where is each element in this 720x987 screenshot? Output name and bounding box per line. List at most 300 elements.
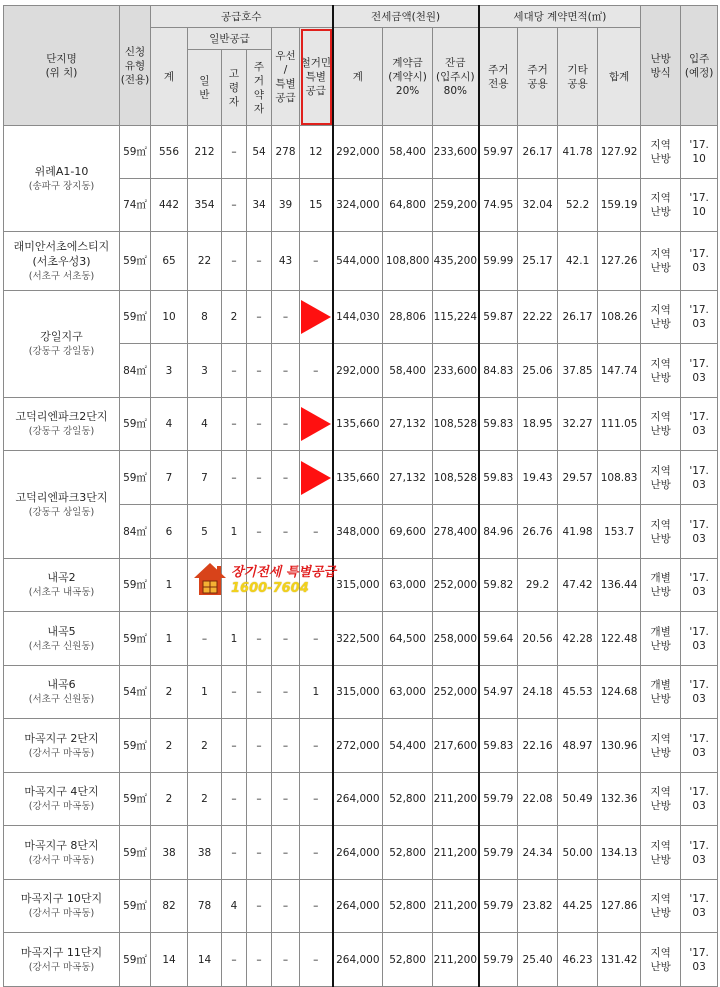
table-body [4,126,718,987]
priority-special-cell: – [272,505,300,559]
supply-total-cell: 65 [151,232,188,291]
move-in-cell-line: 03 [692,318,706,330]
priority-special-cell: 278 [272,126,300,179]
header-heating: 난방 방식 [641,6,681,126]
area-common-cell: 25.40 [518,933,558,987]
complex-location: (서초구 서초동) [28,270,95,282]
price-total-cell: 315,000 [333,666,383,719]
deposit-cell: 52,800 [383,880,433,933]
general-cell: 3 [188,344,222,398]
housing-poor-cell: – [247,719,272,773]
area-sum-cell: 108.26 [598,291,641,344]
priority-special-cell: – [272,612,300,666]
area-sum-cell: 108.83 [598,451,641,505]
move-in-cell-line: 03 [692,478,706,491]
table-row [4,398,718,451]
demolition-special-cell: – [300,505,333,559]
header-area-private: 주거 전용 [479,28,518,126]
heating-cell-line: 난방 [650,693,671,705]
housing-poor-cell: 54 [247,126,272,179]
price-total-cell: 544,000 [333,232,383,291]
table-row [4,666,718,719]
move-in-cell-line: 03 [692,693,706,705]
complex-name [4,826,120,880]
area-private-cell: 59.99 [479,232,518,291]
supply-total-cell: 442 [151,179,188,232]
move-in-cell-line: 03 [692,371,706,384]
move-in-cell-line: '17. [689,139,709,151]
demolition-special-cell: 1 [300,666,333,719]
area-other-cell: 37.85 [558,344,598,398]
complex-title: 내곡5 [47,624,76,638]
complex-name [4,773,120,826]
supply-total-cell: 1 [151,559,188,612]
area-sum-cell: 159.19 [598,179,641,232]
area-sum-cell: 127.86 [598,880,641,933]
header-balance: 잔금 (입주시) 80% [433,28,479,126]
heating-cell-line: 지역 [650,732,671,745]
heating-cell-line: 지역 [650,192,671,204]
move-in-cell [681,880,718,933]
heating-cell [641,826,681,880]
heating-cell [641,344,681,398]
area-private-cell: 84.96 [479,505,518,559]
complex-name [4,398,120,451]
complex-title: 내곡6 [47,678,76,691]
move-in-cell-line: '17. [689,304,709,316]
area-private-cell: 54.97 [479,666,518,719]
move-in-cell [681,398,718,451]
balance-cell: 259,200 [433,179,479,232]
housing-poor-cell: – [247,773,272,826]
heating-cell [641,719,681,773]
complex-location: (송파구 장지동) [28,180,95,192]
area-sum-cell: 136.44 [598,559,641,612]
table-row [4,232,718,291]
deposit-cell: 52,800 [383,933,433,987]
area-other-cell: 41.78 [558,126,598,179]
heating-cell-line: 난방 [650,960,671,973]
housing-poor-cell: 34 [247,179,272,232]
apply-type-cell: 59㎡ [120,559,151,612]
table-row [4,451,718,505]
price-total-cell: 322,500 [333,612,383,666]
move-in-cell [681,612,718,666]
table-row [4,612,718,666]
move-in-cell [681,773,718,826]
complex-name [4,933,120,987]
area-common-cell: 18.95 [518,398,558,451]
apply-type-cell: 59㎡ [120,398,151,451]
heating-cell-line: 난방 [650,907,671,919]
move-in-cell-line: 03 [692,853,706,866]
move-in-cell [681,232,718,291]
housing-poor-cell: – [247,666,272,719]
complex-name [4,126,120,232]
move-in-cell-line: 03 [692,960,706,973]
heating-cell-line: 지역 [650,304,671,316]
demolition-special-cell: 12 [300,126,333,179]
area-private-cell: 59.87 [479,291,518,344]
header-price-group: 전세금액(천원) [333,6,479,28]
area-common-cell: 25.06 [518,344,558,398]
housing-poor-cell: – [247,933,272,987]
heating-cell-line: 난방 [650,318,671,330]
housing-poor-cell: – [247,505,272,559]
move-in-cell [681,933,718,987]
apply-type-cell: 54㎡ [120,666,151,719]
elderly-cell: – [222,451,247,505]
supply-total-cell: 82 [151,880,188,933]
move-in-cell-line: 03 [692,746,706,759]
elderly-cell: – [222,719,247,773]
price-total-cell: 324,000 [333,179,383,232]
move-in-cell-line: 10 [692,153,706,165]
apply-type-cell: 59㎡ [120,612,151,666]
heating-cell [641,451,681,505]
elderly-cell: – [222,179,247,232]
table-row [4,773,718,826]
supply-total-cell: 7 [151,451,188,505]
price-total-cell: 135,660 [333,398,383,451]
table-row [4,126,718,179]
header-complex: 단지명 (위 치) [4,6,120,126]
deposit-cell: 64,500 [383,612,433,666]
priority-special-cell: – [272,666,300,719]
header-apply-type: 신청 유형 (전용) [120,6,151,126]
elderly-cell: 1 [222,505,247,559]
complex-title: 마곡지구 10단지 [20,892,103,905]
apply-type-cell: 59㎡ [120,719,151,773]
priority-special-cell: – [272,933,300,987]
area-private-cell: 59.64 [479,612,518,666]
notice-title: 장기전세 특별공급 [231,565,336,580]
housing-poor-cell: – [247,612,272,666]
complex-location: (강서구 마곡동) [28,801,95,812]
balance-cell: 278,400 [433,505,479,559]
complex-title: 마곡지구 11단지 [20,945,103,959]
notice-phone: 1600-7604 [231,581,309,596]
area-common-cell: 29.2 [518,559,558,612]
complex-name [4,612,120,666]
supply-total-cell: 1 [151,612,188,666]
header-area-common: 주거 공용 [518,28,558,126]
move-in-cell-line: 03 [692,800,706,812]
area-sum-cell: 127.92 [598,126,641,179]
heating-cell-line: 지역 [650,839,671,852]
elderly-cell: – [222,126,247,179]
heating-cell [641,666,681,719]
price-total-cell: 264,000 [333,826,383,880]
general-cell: 4 [188,398,222,451]
area-common-cell: 22.08 [518,773,558,826]
elderly-cell: 4 [222,880,247,933]
area-other-cell: 48.97 [558,719,598,773]
area-private-cell: 59.83 [479,398,518,451]
balance-cell: 211,200 [433,933,479,987]
header-area-sum: 합계 [598,28,641,126]
price-total-cell: 292,000 [333,126,383,179]
move-in-cell-line: 03 [692,262,706,274]
red-triangle-marker-icon [301,407,331,441]
area-common-cell: 24.34 [518,826,558,880]
deposit-cell: 27,132 [383,451,433,505]
complex-name [4,291,120,398]
housing-poor-cell: – [247,880,272,933]
area-common-cell: 20.56 [518,612,558,666]
heating-cell-line: 지역 [650,357,671,370]
demolition-special-cell: – [300,719,333,773]
move-in-cell [681,126,718,179]
supply-total-cell: 38 [151,826,188,880]
area-private-cell: 59.97 [479,126,518,179]
deposit-cell: 58,400 [383,126,433,179]
red-triangle-marker-icon [301,461,331,495]
price-total-cell: 135,660 [333,451,383,505]
deposit-cell: 69,600 [383,505,433,559]
elderly-cell: – [222,398,247,451]
apply-type-cell: 59㎡ [120,291,151,344]
header-price-total: 계 [333,28,383,126]
demolition-special-cell: – [300,880,333,933]
area-private-cell: 59.79 [479,933,518,987]
housing-poor-cell: – [247,232,272,291]
general-cell: 2 [188,719,222,773]
move-in-cell-line: '17. [689,732,709,745]
supply-total-cell: 2 [151,666,188,719]
heating-cell-line: 난방 [650,800,671,812]
move-in-cell [681,666,718,719]
price-total-cell: 348,000 [333,505,383,559]
demolition-special-cell: – [300,232,333,291]
area-private-cell: 59.82 [479,559,518,612]
complex-location: (강동구 상일동) [28,506,95,518]
heating-cell-line: 난방 [650,371,671,384]
price-total-cell: 264,000 [333,933,383,987]
area-sum-cell: 124.68 [598,666,641,719]
heating-cell-line: 난방 [650,153,671,165]
general-cell: 354 [188,179,222,232]
complex-location: (강서구 마곡동) [28,961,95,973]
heating-cell [641,232,681,291]
heating-cell [641,612,681,666]
area-other-cell: 46.23 [558,933,598,987]
heating-cell-line: 지역 [650,786,671,798]
demolition-special-cell: – [300,344,333,398]
balance-cell: 435,200 [433,232,479,291]
move-in-cell-line: '17. [689,192,709,204]
priority-special-cell: – [272,291,300,344]
heating-cell [641,933,681,987]
header-deposit: 계약금 (계약시) 20% [383,28,433,126]
area-sum-cell: 127.26 [598,232,641,291]
heating-cell-line: 지역 [650,464,671,477]
heating-cell-line: 개별 [650,679,671,691]
general-cell: – [188,612,222,666]
supply-total-cell: 2 [151,719,188,773]
heating-cell-line: 지역 [650,946,671,959]
balance-cell: 258,000 [433,612,479,666]
area-sum-cell: 111.05 [598,398,641,451]
general-cell: 2 [188,773,222,826]
move-in-cell-line: 10 [692,206,706,218]
demolition-special-cell [300,451,333,505]
area-other-cell: 44.25 [558,880,598,933]
priority-special-cell: – [272,773,300,826]
special-supply-notice [193,559,343,603]
heating-cell-line: 난방 [650,425,671,437]
move-in-cell [681,291,718,344]
heating-cell-line: 난방 [650,746,671,759]
area-private-cell: 59.79 [479,773,518,826]
general-cell: 14 [188,933,222,987]
table-row [4,826,718,880]
price-total-cell: 315,000 [333,559,383,612]
move-in-cell-line: '17. [689,411,709,423]
complex-location: (서초구 신원동) [28,640,95,652]
move-in-cell-line: '17. [689,625,709,638]
housing-poor-cell: – [247,826,272,880]
complex-location: (강동구 강일동) [28,426,95,437]
area-common-cell: 25.17 [518,232,558,291]
area-other-cell: 45.53 [558,666,598,719]
elderly-cell: – [222,933,247,987]
heating-cell-line: 지역 [650,139,671,151]
table-row [4,880,718,933]
heating-cell-line: 난방 [650,206,671,218]
heating-cell-line: 난방 [650,639,671,652]
move-in-cell-line: 03 [692,907,706,919]
complex-title: 강일지구 [40,330,83,343]
table-row [4,291,718,344]
area-other-cell: 50.00 [558,826,598,880]
complex-title: 내곡2 [47,571,76,584]
area-private-cell: 59.83 [479,719,518,773]
move-in-cell-line: '17. [689,946,709,959]
move-in-cell [681,451,718,505]
supply-total-cell: 10 [151,291,188,344]
complex-name [4,666,120,719]
heating-cell [641,505,681,559]
balance-cell: 233,600 [433,344,479,398]
move-in-cell-line: '17. [689,839,709,852]
deposit-cell: 52,800 [383,826,433,880]
area-sum-cell: 147.74 [598,344,641,398]
header-supply-group: 공급호수 [151,6,333,28]
price-total-cell: 144,030 [333,291,383,344]
balance-cell: 217,600 [433,719,479,773]
demolition-special-cell: – [300,773,333,826]
deposit-cell: 27,132 [383,398,433,451]
area-sum-cell: 122.48 [598,612,641,666]
area-common-cell: 32.04 [518,179,558,232]
move-in-cell-line: '17. [689,893,709,905]
elderly-cell: – [222,344,247,398]
area-common-cell: 26.17 [518,126,558,179]
move-in-cell-line: '17. [689,518,709,531]
complex-location: (강동구 강일동) [28,346,95,357]
move-in-cell [681,505,718,559]
deposit-cell: 52,800 [383,773,433,826]
area-other-cell: 52.2 [558,179,598,232]
header-elderly: 고 령 자 [222,50,247,126]
apply-type-cell: 84㎡ [120,344,151,398]
header-supply-total: 계 [151,28,188,126]
header-general-group: 일반공급 [188,28,272,50]
heating-cell [641,880,681,933]
housing-poor-cell: – [247,451,272,505]
general-cell: 22 [188,232,222,291]
balance-cell: 211,200 [433,880,479,933]
heating-cell [641,559,681,612]
header-priority-special: 우선 / 특별 공급 [272,28,300,126]
general-cell: 212 [188,126,222,179]
apply-type-cell: 59㎡ [120,773,151,826]
heating-cell-line: 난방 [650,262,671,274]
balance-cell: 115,224 [433,291,479,344]
move-in-cell [681,559,718,612]
priority-special-cell: – [272,826,300,880]
heating-cell-line: 개별 [650,625,671,638]
header-move-in: 입주 (예정) [681,6,718,126]
priority-special-cell: – [272,880,300,933]
housing-supply-table [3,5,718,987]
header-general: 일 반 [188,50,222,126]
housing-poor-cell: – [247,291,272,344]
heating-cell-line: 난방 [650,532,671,545]
area-sum-cell: 130.96 [598,719,641,773]
balance-cell: 108,528 [433,451,479,505]
move-in-cell-line: '17. [689,248,709,260]
header-area-other: 기타 공용 [558,28,598,126]
area-other-cell: 47.42 [558,559,598,612]
deposit-cell: 108,800 [383,232,433,291]
apply-type-cell: 59㎡ [120,126,151,179]
priority-special-cell: 39 [272,179,300,232]
housing-poor-cell: – [247,344,272,398]
general-cell: 78 [188,880,222,933]
move-in-cell-line: '17. [689,786,709,798]
heating-cell [641,773,681,826]
price-total-cell: 264,000 [333,880,383,933]
complex-location: (강서구 마곡동) [28,908,95,919]
elderly-cell: – [222,666,247,719]
table-row [4,933,718,987]
complex-title: 고덕리엔파크2단지 [15,410,108,423]
supply-total-cell: 4 [151,398,188,451]
area-other-cell: 42.1 [558,232,598,291]
area-other-cell: 42.28 [558,612,598,666]
area-common-cell: 22.16 [518,719,558,773]
move-in-cell-line: '17. [689,464,709,477]
complex-name [4,559,120,612]
deposit-cell: 58,400 [383,344,433,398]
demolition-special-cell: – [300,612,333,666]
move-in-cell-line: '17. [689,357,709,370]
table-row [4,559,718,612]
complex-title: (서초우성3) [32,254,91,268]
area-sum-cell: 131.42 [598,933,641,987]
demolition-special-cell: – [300,826,333,880]
complex-location: (서초구 내곡동) [28,587,95,598]
heating-cell-line: 난방 [650,853,671,866]
header-area-group: 세대당 계약면적(㎡) [479,6,641,28]
apply-type-cell: 59㎡ [120,451,151,505]
heating-cell-line: 지역 [650,893,671,905]
balance-cell: 108,528 [433,398,479,451]
heating-cell-line: 지역 [650,411,671,423]
priority-special-cell: – [272,398,300,451]
